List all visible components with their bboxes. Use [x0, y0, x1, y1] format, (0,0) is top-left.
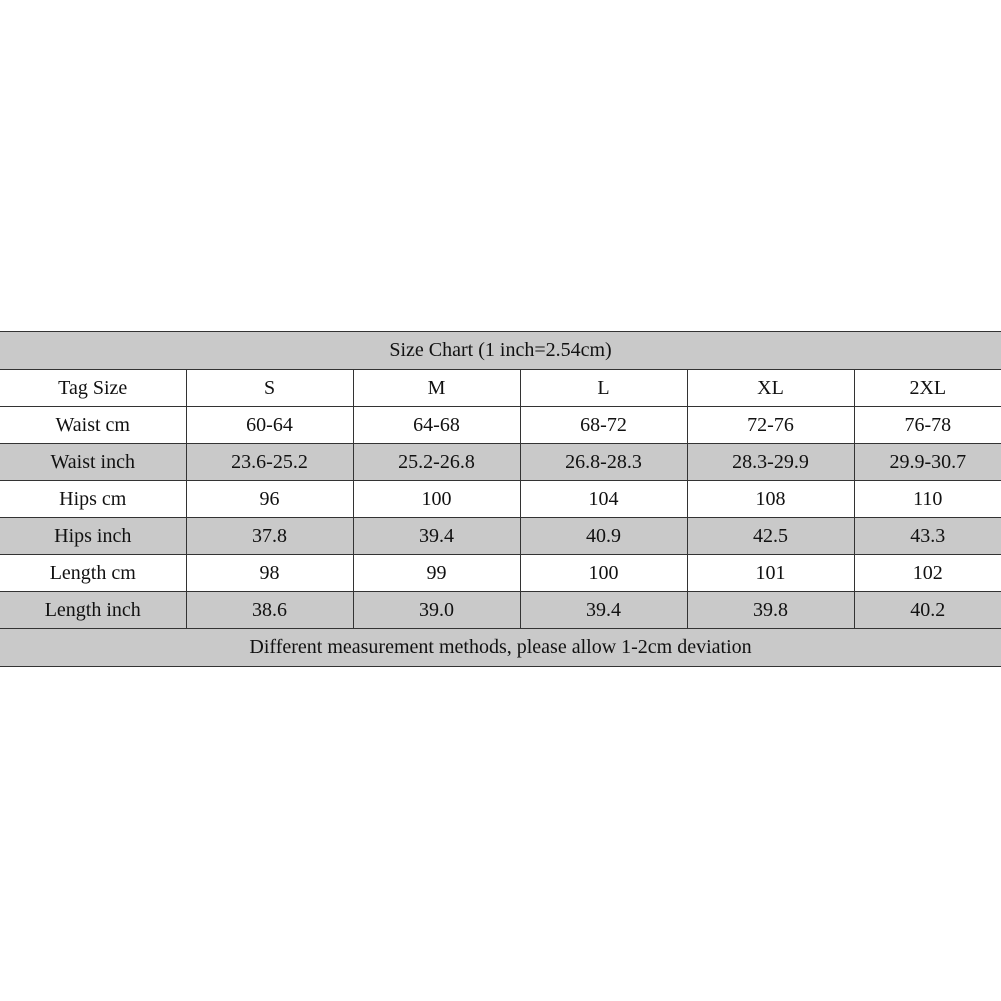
table-cell: 42.5	[687, 518, 854, 555]
table-cell: 37.8	[186, 518, 353, 555]
table-cell: 104	[520, 481, 687, 518]
table-cell: 40.2	[854, 592, 1001, 629]
row-label: Waist cm	[0, 407, 186, 444]
table-cell: 29.9-30.7	[854, 444, 1001, 481]
table-cell: 43.3	[854, 518, 1001, 555]
table-cell: 76-78	[854, 407, 1001, 444]
row-label: Hips inch	[0, 518, 186, 555]
table-cell: 23.6-25.2	[186, 444, 353, 481]
column-header: S	[186, 370, 353, 407]
table-cell: 60-64	[186, 407, 353, 444]
title-row	[0, 332, 1001, 370]
table-cell: 39.4	[353, 518, 520, 555]
table-cell: 39.4	[520, 592, 687, 629]
table-cell: 100	[353, 481, 520, 518]
table-row	[0, 407, 1001, 444]
table-cell: 96	[186, 481, 353, 518]
table-row	[0, 481, 1001, 518]
table-cell: 99	[353, 555, 520, 592]
table-cell: 26.8-28.3	[520, 444, 687, 481]
table-cell: 110	[854, 481, 1001, 518]
table-row	[0, 518, 1001, 555]
size-chart-title: Size Chart (1 inch=2.54cm)	[0, 332, 1001, 370]
table-cell: 28.3-29.9	[687, 444, 854, 481]
table-cell: 64-68	[353, 407, 520, 444]
row-label: Hips cm	[0, 481, 186, 518]
table-cell: 25.2-26.8	[353, 444, 520, 481]
header-row	[0, 370, 1001, 407]
table-row	[0, 444, 1001, 481]
table-cell: 102	[854, 555, 1001, 592]
column-header: 2XL	[854, 370, 1001, 407]
column-header: M	[353, 370, 520, 407]
row-label: Length cm	[0, 555, 186, 592]
table-cell: 101	[687, 555, 854, 592]
table-cell: 39.8	[687, 592, 854, 629]
table-cell: 68-72	[520, 407, 687, 444]
table-cell: 40.9	[520, 518, 687, 555]
row-label: Waist inch	[0, 444, 186, 481]
row-label: Length inch	[0, 592, 186, 629]
table-cell: 100	[520, 555, 687, 592]
size-chart-table	[0, 331, 1001, 667]
table-cell: 38.6	[186, 592, 353, 629]
table-row	[0, 555, 1001, 592]
column-header: L	[520, 370, 687, 407]
table-cell: 108	[687, 481, 854, 518]
column-header: XL	[687, 370, 854, 407]
table-cell: 98	[186, 555, 353, 592]
table-cell: 39.0	[353, 592, 520, 629]
column-header: Tag Size	[0, 370, 186, 407]
note-row	[0, 629, 1001, 667]
measurement-note: Different measurement methods, please allow 1-2cm deviation	[0, 629, 1001, 667]
table-cell: 72-76	[687, 407, 854, 444]
table-row	[0, 592, 1001, 629]
